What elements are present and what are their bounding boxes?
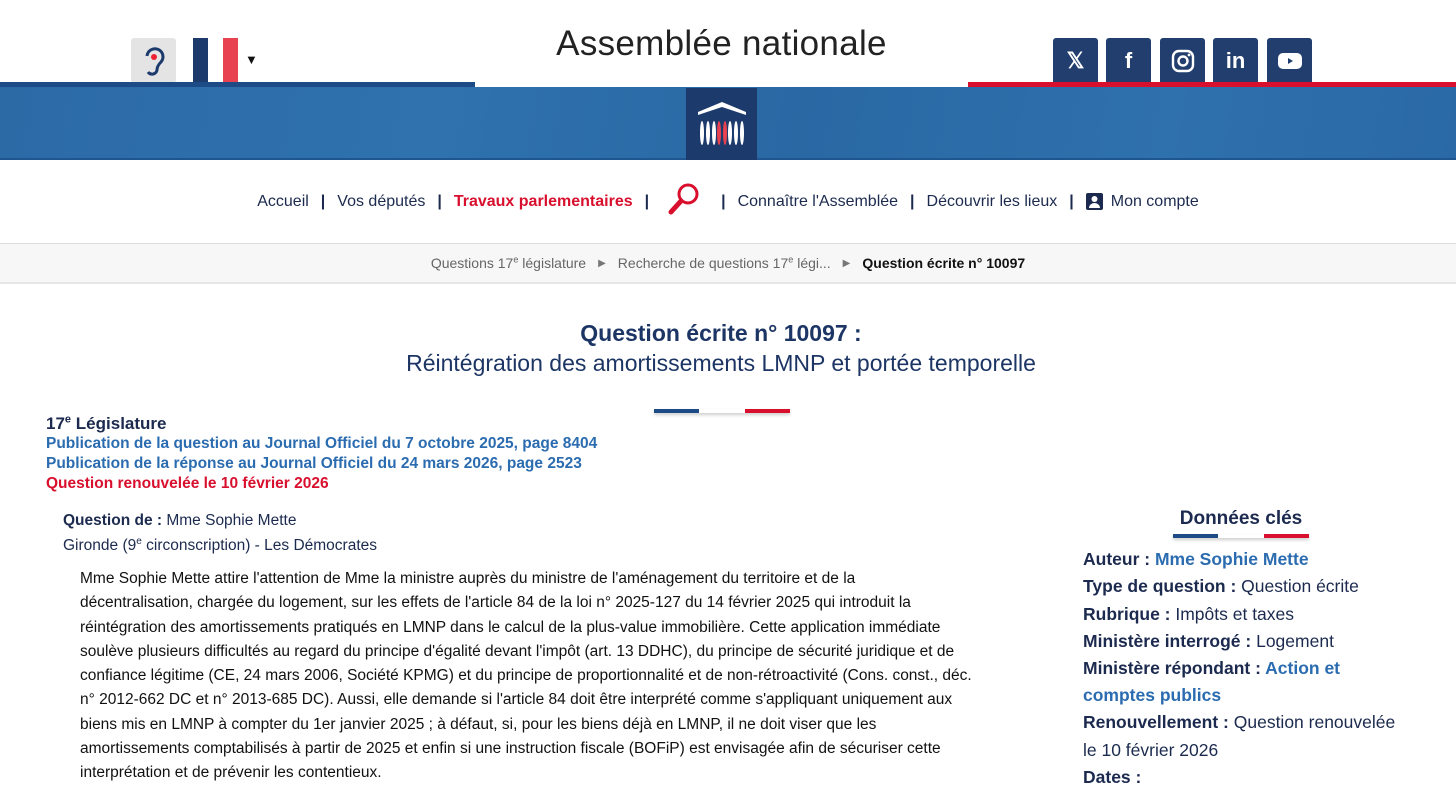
crumb-text: légi... xyxy=(793,255,831,271)
nav-separator: | xyxy=(644,192,650,210)
nav-separator: | xyxy=(437,192,442,210)
kd-dates xyxy=(1083,764,1423,791)
assemblee-logo[interactable] xyxy=(686,88,757,160)
circ-text: circonscription) - Les Démocrates xyxy=(141,537,378,554)
kd-label: Ministère interrogé : xyxy=(1083,630,1252,651)
breadcrumb-questions[interactable] xyxy=(431,255,586,271)
kd-min-asked xyxy=(1083,628,1423,655)
kd-value: Impôts et taxes xyxy=(1170,603,1295,624)
main-nav xyxy=(0,160,1456,244)
text-line: n° 2012-662 DC et n° 2013-685 DC). Aussi, elle demande si l'article 84 doit être interprété comme s'appliquant uniquement aux xyxy=(80,691,953,709)
nav-mon-compte[interactable] xyxy=(1074,193,1211,211)
linkedin-icon[interactable] xyxy=(1213,38,1258,84)
text-line: Mme Sophie Mette attire l'attention de Mme la ministre auprès du ministre de l'aménagement du territoire et de la xyxy=(80,570,856,587)
nav-separator: | xyxy=(320,192,326,210)
nav-separator: | xyxy=(1069,192,1074,210)
crumb-text: Questions 17 xyxy=(430,255,514,271)
text-line: soulève plusieurs difficultés au regard du principe d'égalité devant l'impôt (art. 13 DDHC), du principe de sécurité juridique et de xyxy=(80,642,955,660)
author-label: Question de : xyxy=(63,512,163,529)
kd-label: Renouvellement : xyxy=(1083,712,1229,733)
key-data-panel xyxy=(1083,505,1423,791)
chevron-right-icon: ▶ xyxy=(598,257,606,269)
crumb-sup: e xyxy=(788,254,794,265)
answer-publication-link[interactable]: Publication de la réponse au Journal Officiel du 24 mars 2026, page 2523 xyxy=(46,455,582,472)
user-icon xyxy=(1086,193,1103,210)
kd-label: Type de question : xyxy=(1083,576,1237,597)
page-title xyxy=(0,318,1442,378)
ministry-link[interactable]: Action et comptes publics xyxy=(1083,658,1341,706)
crumb-text: législature xyxy=(518,255,587,271)
kd-renewal xyxy=(1083,709,1403,763)
constituency xyxy=(63,533,377,558)
crumb-text: Recherche de questions 17 xyxy=(617,255,789,271)
kd-label: Rubrique : xyxy=(1083,603,1171,624)
leg-sup: e xyxy=(64,413,72,426)
nav-separator: | xyxy=(721,192,726,210)
publication-info xyxy=(46,414,597,494)
breadcrumb-current: Question écrite n° 10097 xyxy=(862,255,1026,271)
kd-value: Question renouvelée le 10 février 2026 xyxy=(1083,712,1396,760)
tricolor-divider xyxy=(1173,534,1309,538)
x-label: 𝕏 xyxy=(1066,48,1085,73)
instagram-icon[interactable] xyxy=(1160,38,1205,84)
chevron-right-icon: ▶ xyxy=(842,257,851,269)
text-line: interprétation et de prévenir les contentieux. xyxy=(80,764,382,782)
key-data-heading: Données clés xyxy=(1179,508,1303,529)
author-name: Mme Sophie Mette xyxy=(162,512,297,529)
text-line: amortissements comptabilisés à partir de 2025 et enfin si une instruction fiscale (BOFiP) est envisagée afin de sécuriser cette xyxy=(80,740,941,758)
breadcrumb-recherche[interactable] xyxy=(618,255,831,271)
facebook-label: f xyxy=(1124,48,1133,73)
language-flag-fr[interactable] xyxy=(193,38,238,84)
author-link[interactable]: Mme Sophie Mette xyxy=(1150,549,1309,570)
question-author xyxy=(63,508,377,558)
text-line: confiance légitime (CE, 24 mars 2006, Société KPMG) et du principe de proportionnalité et de non-rétroactivité (Cons. const., déc. xyxy=(80,667,972,685)
kd-label: Ministère répondant : xyxy=(1083,658,1261,679)
circ-text: Gironde (9 xyxy=(63,537,137,554)
x-icon[interactable] xyxy=(1053,38,1098,84)
nav-separator: | xyxy=(910,192,915,210)
youtube-icon[interactable] xyxy=(1267,38,1312,84)
nav-decouvrir-lieux[interactable]: Découvrir les lieux xyxy=(926,192,1058,210)
kd-rubric xyxy=(1083,601,1423,628)
nav-travaux-parlementaires[interactable]: Travaux parlementaires xyxy=(453,192,633,210)
tricolor-divider xyxy=(654,409,790,413)
kd-value: Logement xyxy=(1251,630,1334,651)
nav-vos-deputes[interactable]: Vos députés xyxy=(337,192,426,210)
kd-type xyxy=(1083,573,1423,600)
search-icon[interactable] xyxy=(649,182,721,221)
chevron-down-icon[interactable]: ▼ xyxy=(245,52,258,67)
facebook-icon[interactable] xyxy=(1106,38,1151,84)
text-line: biens mis en LMNP à compter du 1er janvier 2025 ; à défaut, si, pour les biens déjà en LMNP, il ne doit viser que les xyxy=(80,715,877,733)
question-publication-link[interactable]: Publication de la question au Journal Officiel du 7 octobre 2025, page 8404 xyxy=(46,435,598,452)
question-subject: Réintégration des amortissements LMNP et portée temporelle xyxy=(406,350,1036,376)
kd-label: Auteur : xyxy=(1083,549,1151,570)
site-title: Assemblée nationale xyxy=(556,24,887,63)
text-line: décentralisation, chargée du logement, sur les effets de l'article 84 de la loi n° 2025-127 du 14 février 2025 qui introduit la xyxy=(80,594,911,612)
kd-value: Question écrite xyxy=(1236,576,1359,597)
mon-compte-label: Mon compte xyxy=(1110,192,1199,210)
circ-sup: e xyxy=(136,535,142,547)
kd-author xyxy=(1083,546,1423,573)
renewal-notice: Question renouvelée le 10 février 2026 xyxy=(46,475,329,492)
breadcrumb xyxy=(0,244,1456,284)
leg-num: 17 xyxy=(46,414,65,433)
key-data-title xyxy=(1083,505,1399,538)
nav-accueil[interactable]: Accueil xyxy=(257,192,309,210)
accessibility-hearing-icon[interactable] xyxy=(131,38,176,83)
kd-min-answer xyxy=(1083,655,1363,709)
linkedin-label: in xyxy=(1225,48,1246,73)
question-number: Question écrite n° 10097 : xyxy=(580,320,862,346)
nav-connaitre-assemblee[interactable]: Connaître l'Assemblée xyxy=(737,192,899,210)
text-line: réintégration des amortissements pratiqués en LMNP dans le calcul de la plus-value immobilière. Cette application immédiate xyxy=(80,618,941,636)
leg-label: Législature xyxy=(71,414,167,433)
kd-label: Dates : xyxy=(1083,766,1142,787)
crumb-sup: e xyxy=(513,254,519,265)
legislature xyxy=(46,414,597,434)
question-text xyxy=(80,567,972,786)
